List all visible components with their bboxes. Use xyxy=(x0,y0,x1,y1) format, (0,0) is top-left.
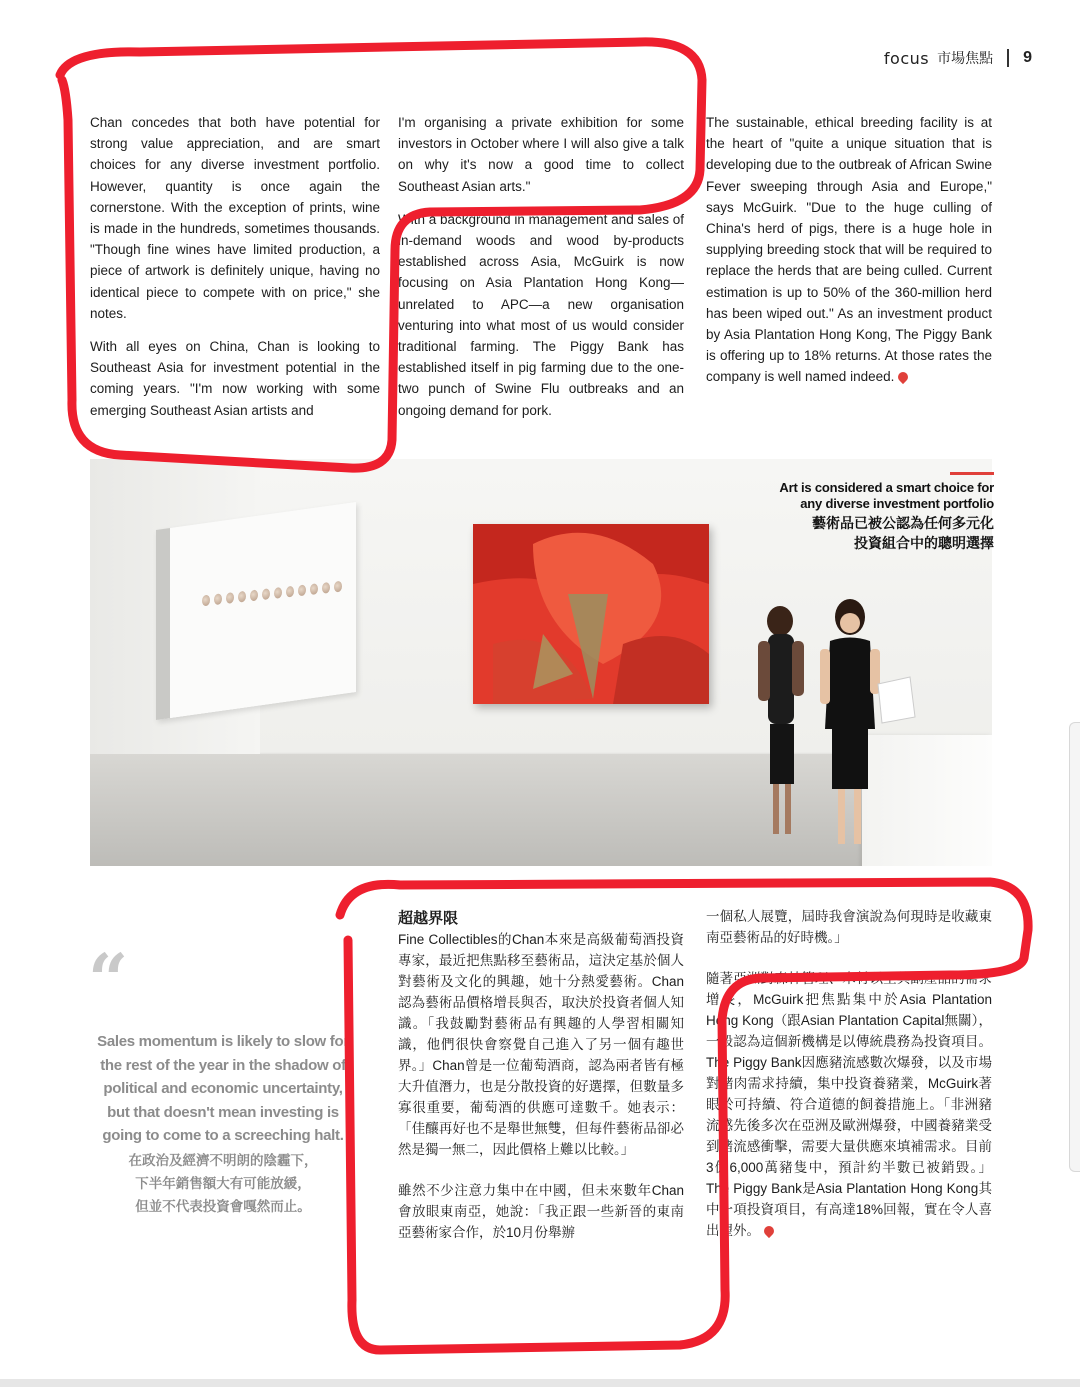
scroll-handle[interactable] xyxy=(1069,722,1080,1172)
pull-quote-zh-line-3: 但並不代表投資會嘎然而止。 xyxy=(135,1198,311,1214)
paragraph: With a background in management and sales of in-demand woods and wood by-products established across Asia, McGuirk is now focusing on Asia Plantation Hong Kong—unrelated to APC—a new organisation venturing into what most of us would consider traditional farming. The Piggy Bank has established itself in pig farming due to the one-two punch of Swine Flu outbreaks and an ongoing demand for pork. xyxy=(398,211,684,418)
wall-sculpture xyxy=(156,502,356,720)
pull-quote-en: Sales momentum is likely to slow for the rest of the year in the shadow of political and economic uncertainty, but that doesn't mean investing is going to come to a screeching halt. xyxy=(97,1033,349,1144)
paragraph: Chan concedes that both have potential for strong value appreciation, and are smart choices for any diverse investment portfolio. However, quantity is once again the cornerstone. With the exception of prints, wine is made in the hundreds, sometimes thousands. "Though fine wines have limited production, a piece of artwork is definitely unique, having no identical piece to compete with on price," she notes. xyxy=(90,115,380,321)
section-label-zh: 市場焦點 xyxy=(937,50,994,66)
photo-caption xyxy=(764,480,994,552)
paragraph: With all eyes on China, Chan is looking to Southeast Asia for investment potential in the coming years. "I'm now working with some emerging Southeast Asian artists and xyxy=(90,339,380,418)
paragraph: 一個私人展覽，屆時我會演說為何現時是收藏東南亞藝術品的好時機。」 xyxy=(706,909,992,945)
page-number: 9 xyxy=(1023,49,1032,66)
caption-zh-line-2: 投資組合中的聰明選擇 xyxy=(854,535,994,551)
end-mark-icon xyxy=(762,1224,776,1238)
caption-en: Art is considered a smart choice for any diverse investment portfolio xyxy=(779,480,994,511)
chinese-subheading: 超越界限 xyxy=(398,910,459,927)
quote-mark-icon: “ xyxy=(88,938,129,1021)
page-header xyxy=(884,46,1032,70)
bottom-edge-bar xyxy=(0,1379,1080,1387)
article-column-2 xyxy=(398,112,684,433)
pull-quote-zh-line-2: 下半年銷售額大有可能放緩， xyxy=(135,1175,311,1191)
section-label-en: focus xyxy=(883,48,930,68)
header-divider xyxy=(1007,49,1009,67)
two-women-figures xyxy=(740,589,940,859)
pull-quote xyxy=(92,1030,354,1217)
paragraph xyxy=(706,112,992,388)
paragraph-text: 隨著亞洲對森林管理、木材以至其副產品的需求增長，McGuirk把焦點集中於Asia Plantation Hong Kong（跟Asian Plantation Capital無關），一般認為這個新機構是以傳統農務為投資項目。The Piggy Bank因應豬流感數次爆發，以及市場對豬肉需求持續，集中投資養豬業，McGuirk著眼於可持續、符合道德的飼養措施上。「非洲豬流感先後多次在亞洲及歐洲爆發，中國養豬業受到豬流感衝擊，需要大量供應來填補需求。目前3億6,000萬豬隻中，預計約半數已被銷毀。」The Piggy Bank是Asia Plantation Hong Kong其中一項投資項目，有高達18%回報，實在令人喜出望外。 xyxy=(706,971,992,1238)
pull-quote-zh-line-1: 在政治及經濟不明朗的陰霾下， xyxy=(128,1152,318,1168)
caption-zh-line-1: 藝術品已被公認為任何多元化 xyxy=(812,515,994,531)
red-abstract-painting xyxy=(473,524,709,704)
paragraph: Fine Collectibles的Chan本來是高級葡萄酒投資專家，最近把焦點移至藝術品，這決定基於個人對藝術及文化的興趣，她十分熱愛藝術。Chan認為藝術品價格增長與否，取決於投資者個人知識。「我鼓勵對藝術品有興趣的人學習相關知識，他們很快會察覺自己進入了另一個有趣世界。」Chan曾是一位葡萄酒商，認為兩者皆有極大升值潛力，也是分散投資的好選擇，但數量多寡很重要，葡萄酒的供應可達數千。她表示：「佳釀再好也不是舉世無雙，但每件藝術品卻必然是獨一無二，因此價格上難以比較。」 xyxy=(398,932,684,1157)
paragraph: I'm organising a private exhibition for some investors in October where I will also give a talk on why it's now a good time to collect Southeast Asian arts." xyxy=(398,115,684,194)
chinese-column-2 xyxy=(706,906,992,1261)
end-mark-icon xyxy=(896,370,910,384)
paragraph xyxy=(706,968,992,1241)
chinese-column-1 xyxy=(398,908,684,1263)
paragraph-text: The sustainable, ethical breeding facility is at the heart of "quite a unique situation that is developing due to the outbreak of African Swine Fever sweeping through Asia and Europe," says McGuirk. "Due to the huge culling of China's herd of pigs, there is a huge hole in supplying breeding stock that will be required to replace the herds that are being culled. Current estimation is up to 50% of the 360-million herd has been wiped out." As an investment product by Asia Plantation Hong Kong, The Piggy Bank is offering up to 18% returns. At those rates the company is well named indeed. xyxy=(706,115,992,385)
article-column-3 xyxy=(706,112,992,400)
article-column-1 xyxy=(90,112,380,433)
caption-rule xyxy=(950,472,994,475)
paragraph: 雖然不少注意力集中在中國，但未來數年Chan會放眼東南亞，她說：「我正跟一些新晉的東南亞藝術家合作，於10月份舉辦 xyxy=(398,1183,684,1240)
